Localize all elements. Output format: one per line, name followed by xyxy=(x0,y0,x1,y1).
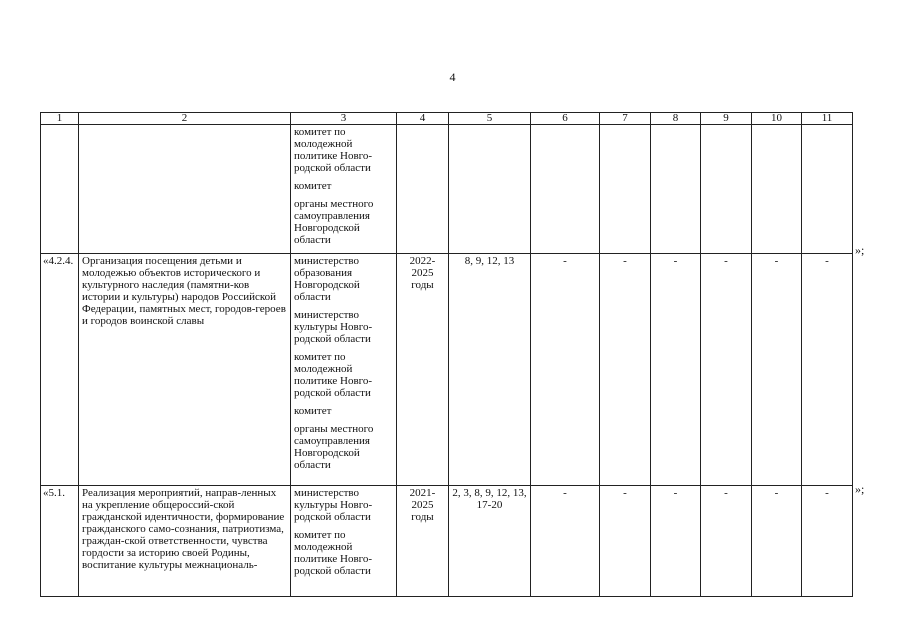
executor: министерство образования Новгородской области xyxy=(294,255,360,303)
col-header-7: 7 xyxy=(600,113,651,125)
value-cell: - xyxy=(802,254,853,486)
executors-cell xyxy=(291,125,397,254)
measure-name xyxy=(79,125,291,254)
col-header-3: 3 xyxy=(291,113,397,125)
measure-name: Организация посещения детьми и молодежью объектов исторического и культурного наследия (памятни-ков истории и культуры) народов Российской Федерации, памятных мест, городов-героев и городов воинской славы xyxy=(79,254,291,486)
measures-table xyxy=(40,112,853,597)
value-cell: - xyxy=(802,486,853,597)
closing-quote-mark: »; xyxy=(855,243,865,257)
header-row xyxy=(41,113,853,125)
row-number xyxy=(41,125,79,254)
executor: комитет xyxy=(294,405,332,417)
executor: комитет xyxy=(294,180,332,192)
page-number: 4 xyxy=(449,70,456,84)
executor: министерство культуры Новго-родской области xyxy=(294,487,373,523)
executor: комитет по молодежной политике Новго-родской области xyxy=(294,126,373,174)
value-cell: - xyxy=(531,486,600,597)
value-cell: - xyxy=(600,486,651,597)
row-number: «5.1. xyxy=(41,486,79,597)
period-cell: 2021-2025 годы xyxy=(397,486,449,597)
period-cell: 2022-2025 годы xyxy=(397,254,449,486)
targets-cell: 2, 3, 8, 9, 12, 13, 17-20 xyxy=(449,486,531,597)
col-header-9: 9 xyxy=(701,113,752,125)
col-header-5: 5 xyxy=(449,113,531,125)
executors-cell xyxy=(291,254,397,486)
value-cell: - xyxy=(651,486,701,597)
value-cell: - xyxy=(701,254,752,486)
value-cell: - xyxy=(600,254,651,486)
executor: органы местного самоуправления Новгородской области xyxy=(294,423,374,471)
table-row xyxy=(41,254,853,486)
row-number: «4.2.4. xyxy=(41,254,79,486)
executor: министерство культуры Новго-родской области xyxy=(294,309,373,345)
table-row xyxy=(41,125,853,254)
value-cell: - xyxy=(651,254,701,486)
value-cell xyxy=(802,125,853,254)
executors-cell xyxy=(291,486,397,597)
value-cell: - xyxy=(752,254,802,486)
measure-name: Реализация мероприятий, направ-ленных на укрепление общероссий-ской гражданской идентичности, формирование гражданского само-сознания, патриотизма, граждан-ской ответственности, чувства гордости за историю своей Родины, воспитание культуры межнациональ- xyxy=(79,486,291,597)
table-row xyxy=(41,486,853,597)
value-cell: - xyxy=(701,486,752,597)
value-cell xyxy=(600,125,651,254)
value-cell xyxy=(701,125,752,254)
targets-cell xyxy=(449,125,531,254)
closing-quote-mark: »; xyxy=(855,482,865,496)
targets-cell: 8, 9, 12, 13 xyxy=(449,254,531,486)
value-cell: - xyxy=(531,254,600,486)
col-header-1: 1 xyxy=(41,113,79,125)
executor: комитет по молодежной политике Новго-родской области xyxy=(294,529,373,577)
value-cell: - xyxy=(752,486,802,597)
value-cell xyxy=(531,125,600,254)
executor: комитет по молодежной политике Новго-родской области xyxy=(294,351,373,399)
col-header-8: 8 xyxy=(651,113,701,125)
col-header-2: 2 xyxy=(79,113,291,125)
col-header-4: 4 xyxy=(397,113,449,125)
value-cell xyxy=(651,125,701,254)
col-header-6: 6 xyxy=(531,113,600,125)
col-header-11: 11 xyxy=(802,113,853,125)
period-cell xyxy=(397,125,449,254)
col-header-10: 10 xyxy=(752,113,802,125)
value-cell xyxy=(752,125,802,254)
executor: органы местного самоуправления Новгородской области xyxy=(294,198,374,246)
